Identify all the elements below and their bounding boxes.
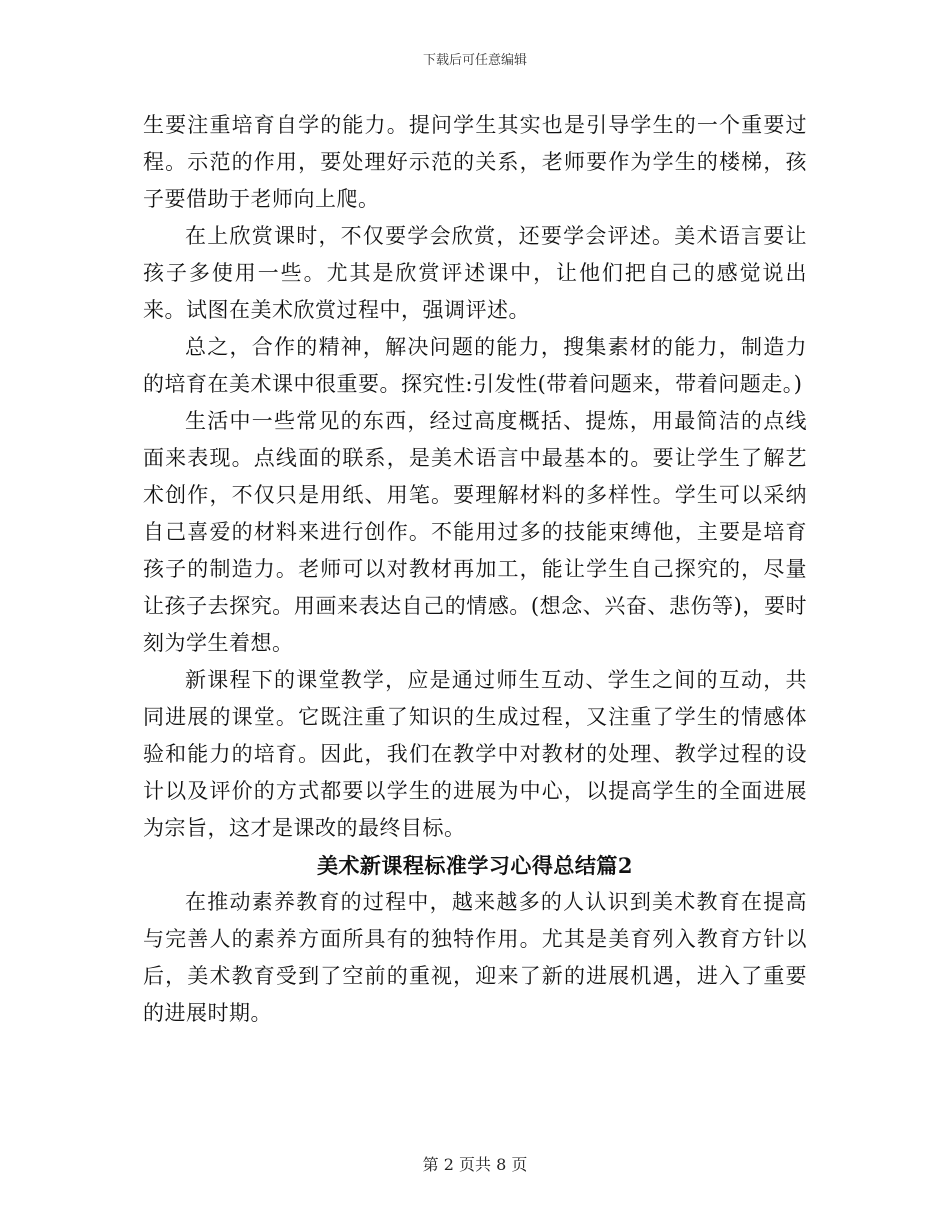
section-title: 美术新课程标准学习心得总结篇2 — [316, 853, 634, 878]
body-paragraph: 生活中一些常见的东西，经过高度概括、提炼，用最简洁的点线面来表现。点线面的联系，是美术语言中最基本的。要让学生了解艺术创作，不仅只是用纸、用笔。要理解材料的多样性。学生可以采纳自己喜爱的材料来进行创作。不能用过多的技能束缚他，主要是培育孩子的制造力。老师可以对教材再加工，能让学生自己探究的，尽量让孩子去探究。用画来表达自己的情感。(想念、兴奋、悲伤等)，要时刻为学生着想。 — [143, 409, 807, 655]
document-body — [143, 107, 807, 1032]
body-paragraph: 新课程下的课堂教学，应是通过师生互动、学生之间的互动，共同进展的课堂。它既注重了知识的生成过程，又注重了学生的情感体验和能力的培育。因此，我们在教学中对教材的处理、教学过程的设计以及评价的方式都要以学生的进展为中心，以提高学生的全面进展为宗旨，这才是课改的最终目标。 — [143, 668, 807, 840]
page-number: 第 2 页共 8 页 — [422, 1155, 528, 1174]
body-paragraph: 在推动素养教育的过程中，越来越多的人认识到美术教育在提高与完善人的素养方面所具有的独特作用。尤其是美育列入教育方针以后，美术教育受到了空前的重视，迎来了新的进展机遇，进入了重要的进展时期。 — [143, 890, 807, 1025]
body-paragraph: 总之，合作的精神，解决问题的能力，搜集素材的能力，制造力的培育在美术课中很重要。探究性:引发性(带着问题来，带着问题走。) — [143, 335, 807, 396]
body-paragraph-continued: 生要注重培育自学的能力。提问学生其实也是引导学生的一个重要过程。示范的作用，要处理好示范的关系，老师要作为学生的楼梯，孩子要借助于老师向上爬。 — [143, 113, 807, 211]
header-note: 下载后可任意编辑 — [422, 53, 527, 68]
body-paragraph: 在上欣赏课时，不仅要学会欣赏，还要学会评述。美术语言要让孩子多使用一些。尤其是欣赏评述课中，让他们把自己的感觉说出来。试图在美术欣赏过程中，强调评述。 — [143, 224, 807, 322]
